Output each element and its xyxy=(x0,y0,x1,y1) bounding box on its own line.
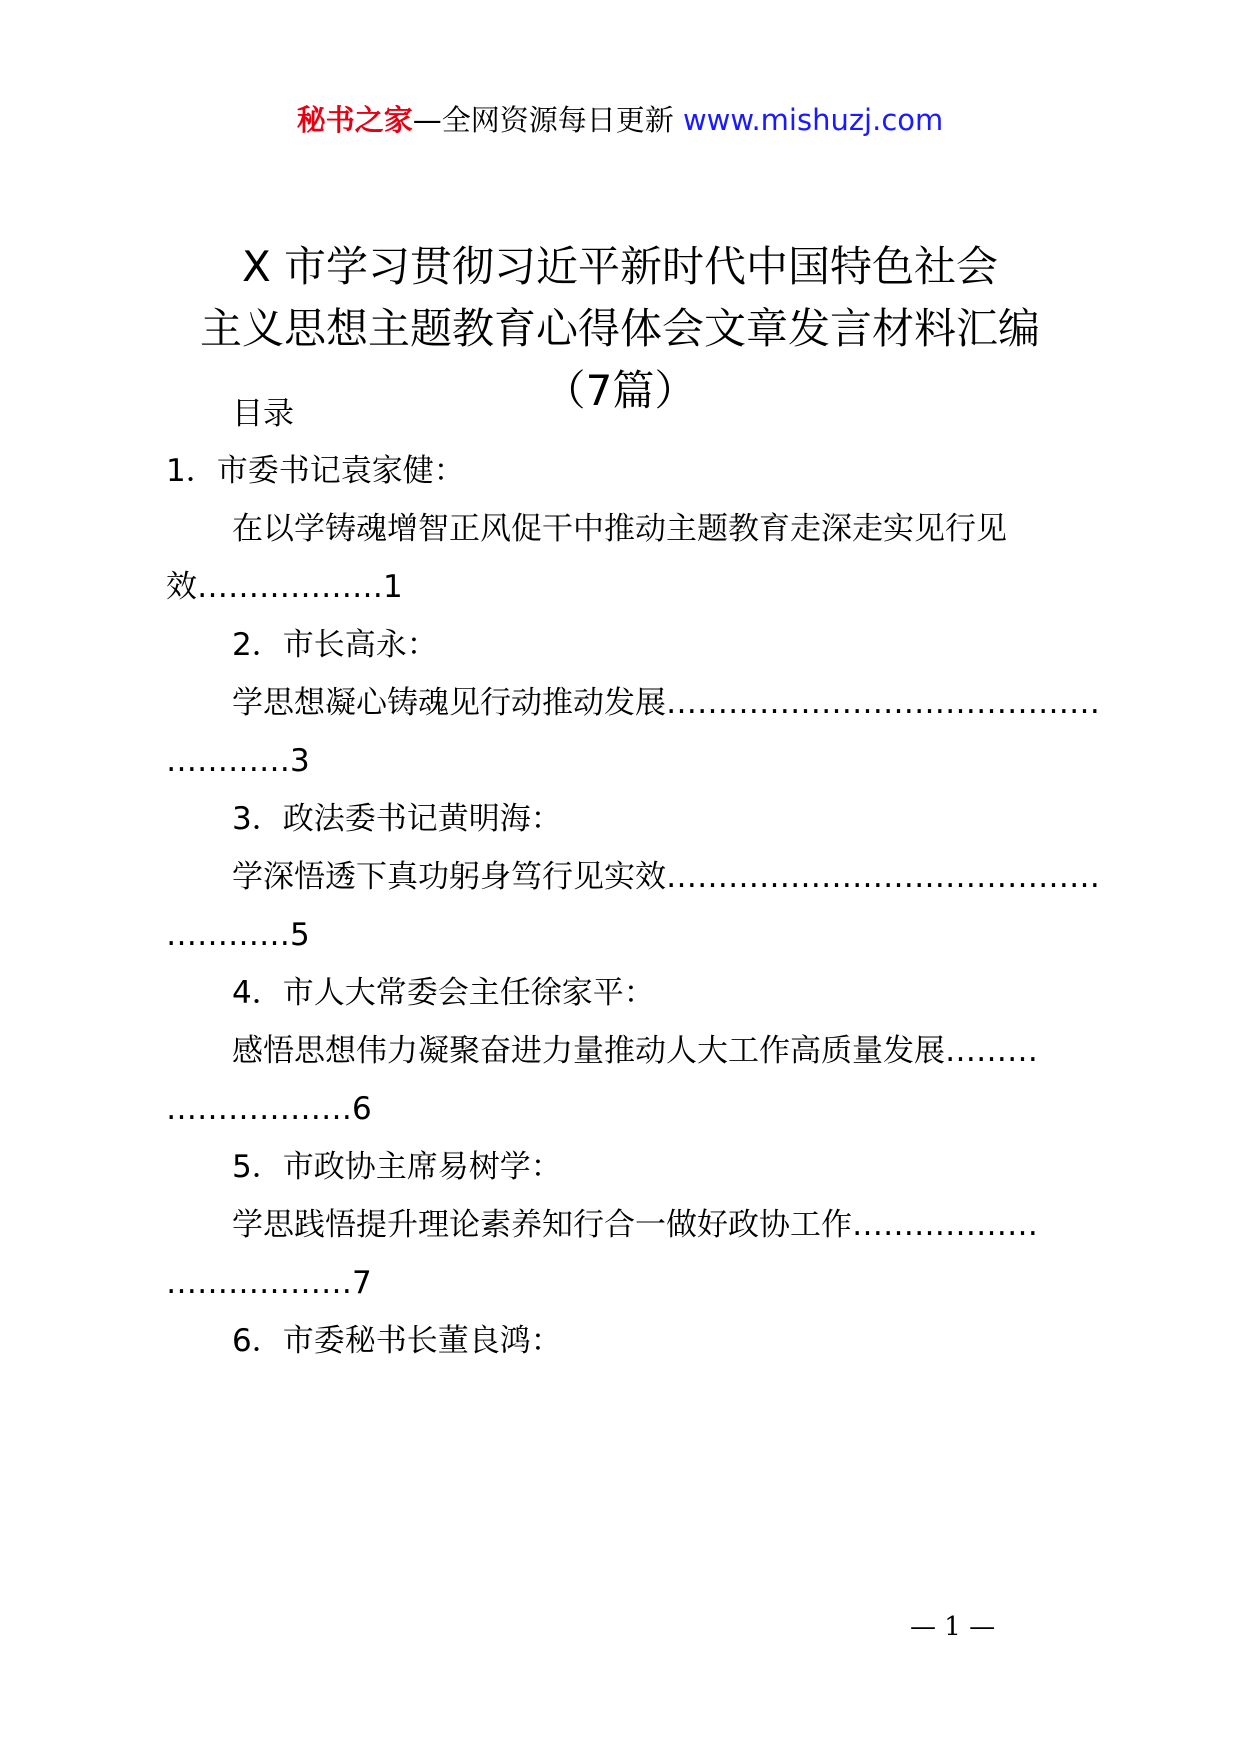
toc-entry-5-title[interactable]: 学思践悟提升理论素养知行合一做好政协工作……………… xyxy=(232,1207,1038,1243)
toc-entry-3-label: 3．政法委书记黄明海： xyxy=(232,801,562,837)
toc-entry-5-title-cont[interactable]: ………………7 xyxy=(166,1265,372,1301)
header-tagline: —全网资源每日更新 xyxy=(412,103,674,137)
toc-entry-4-title[interactable]: 感悟思想伟力凝聚奋进力量推动人大工作高质量发展……… xyxy=(232,1033,1038,1069)
brand-name: 秘书之家 xyxy=(296,103,413,137)
toc-entry-1-title[interactable]: 在以学铸魂增智正风促干中推动主题教育走深走实见行见 xyxy=(232,511,1007,547)
toc-entry-6-label: 6．市委秘书长董良鸿： xyxy=(232,1323,562,1359)
title-line-2: 主义思想主题教育心得体会文章发言材料汇编 xyxy=(199,304,1040,353)
toc-heading: 目录 xyxy=(232,396,294,432)
site-header xyxy=(0,100,1240,140)
toc-entry-5-label: 5．市政协主席易树学： xyxy=(232,1149,562,1185)
page-number: — 1 — xyxy=(910,1612,996,1642)
title-line-1: X 市学习贯彻习近平新时代中国特色社会 xyxy=(241,242,999,291)
toc-entry-3-title[interactable]: 学深悟透下真功躬身笃行见实效…………………………………… xyxy=(232,859,1100,895)
toc-entry-3-title-cont[interactable]: …………5 xyxy=(166,917,310,953)
toc-entry-1-title-cont[interactable]: 效………………1 xyxy=(166,569,403,605)
toc-entry-4-title-cont[interactable]: ………………6 xyxy=(166,1091,372,1127)
site-url-link[interactable]: www.mishuzj.com xyxy=(682,103,944,137)
toc-entry-2-title-cont[interactable]: …………3 xyxy=(166,743,310,779)
toc-entry-2-label: 2．市长高永： xyxy=(232,627,438,663)
toc-entry-4-label: 4．市人大常委会主任徐家平： xyxy=(232,975,655,1011)
title-line-3: （7篇） xyxy=(543,366,697,415)
toc-entry-1-label: 1．市委书记袁家健： xyxy=(166,453,465,489)
toc-entry-2-title[interactable]: 学思想凝心铸魂见行动推动发展…………………………………… xyxy=(232,685,1100,721)
